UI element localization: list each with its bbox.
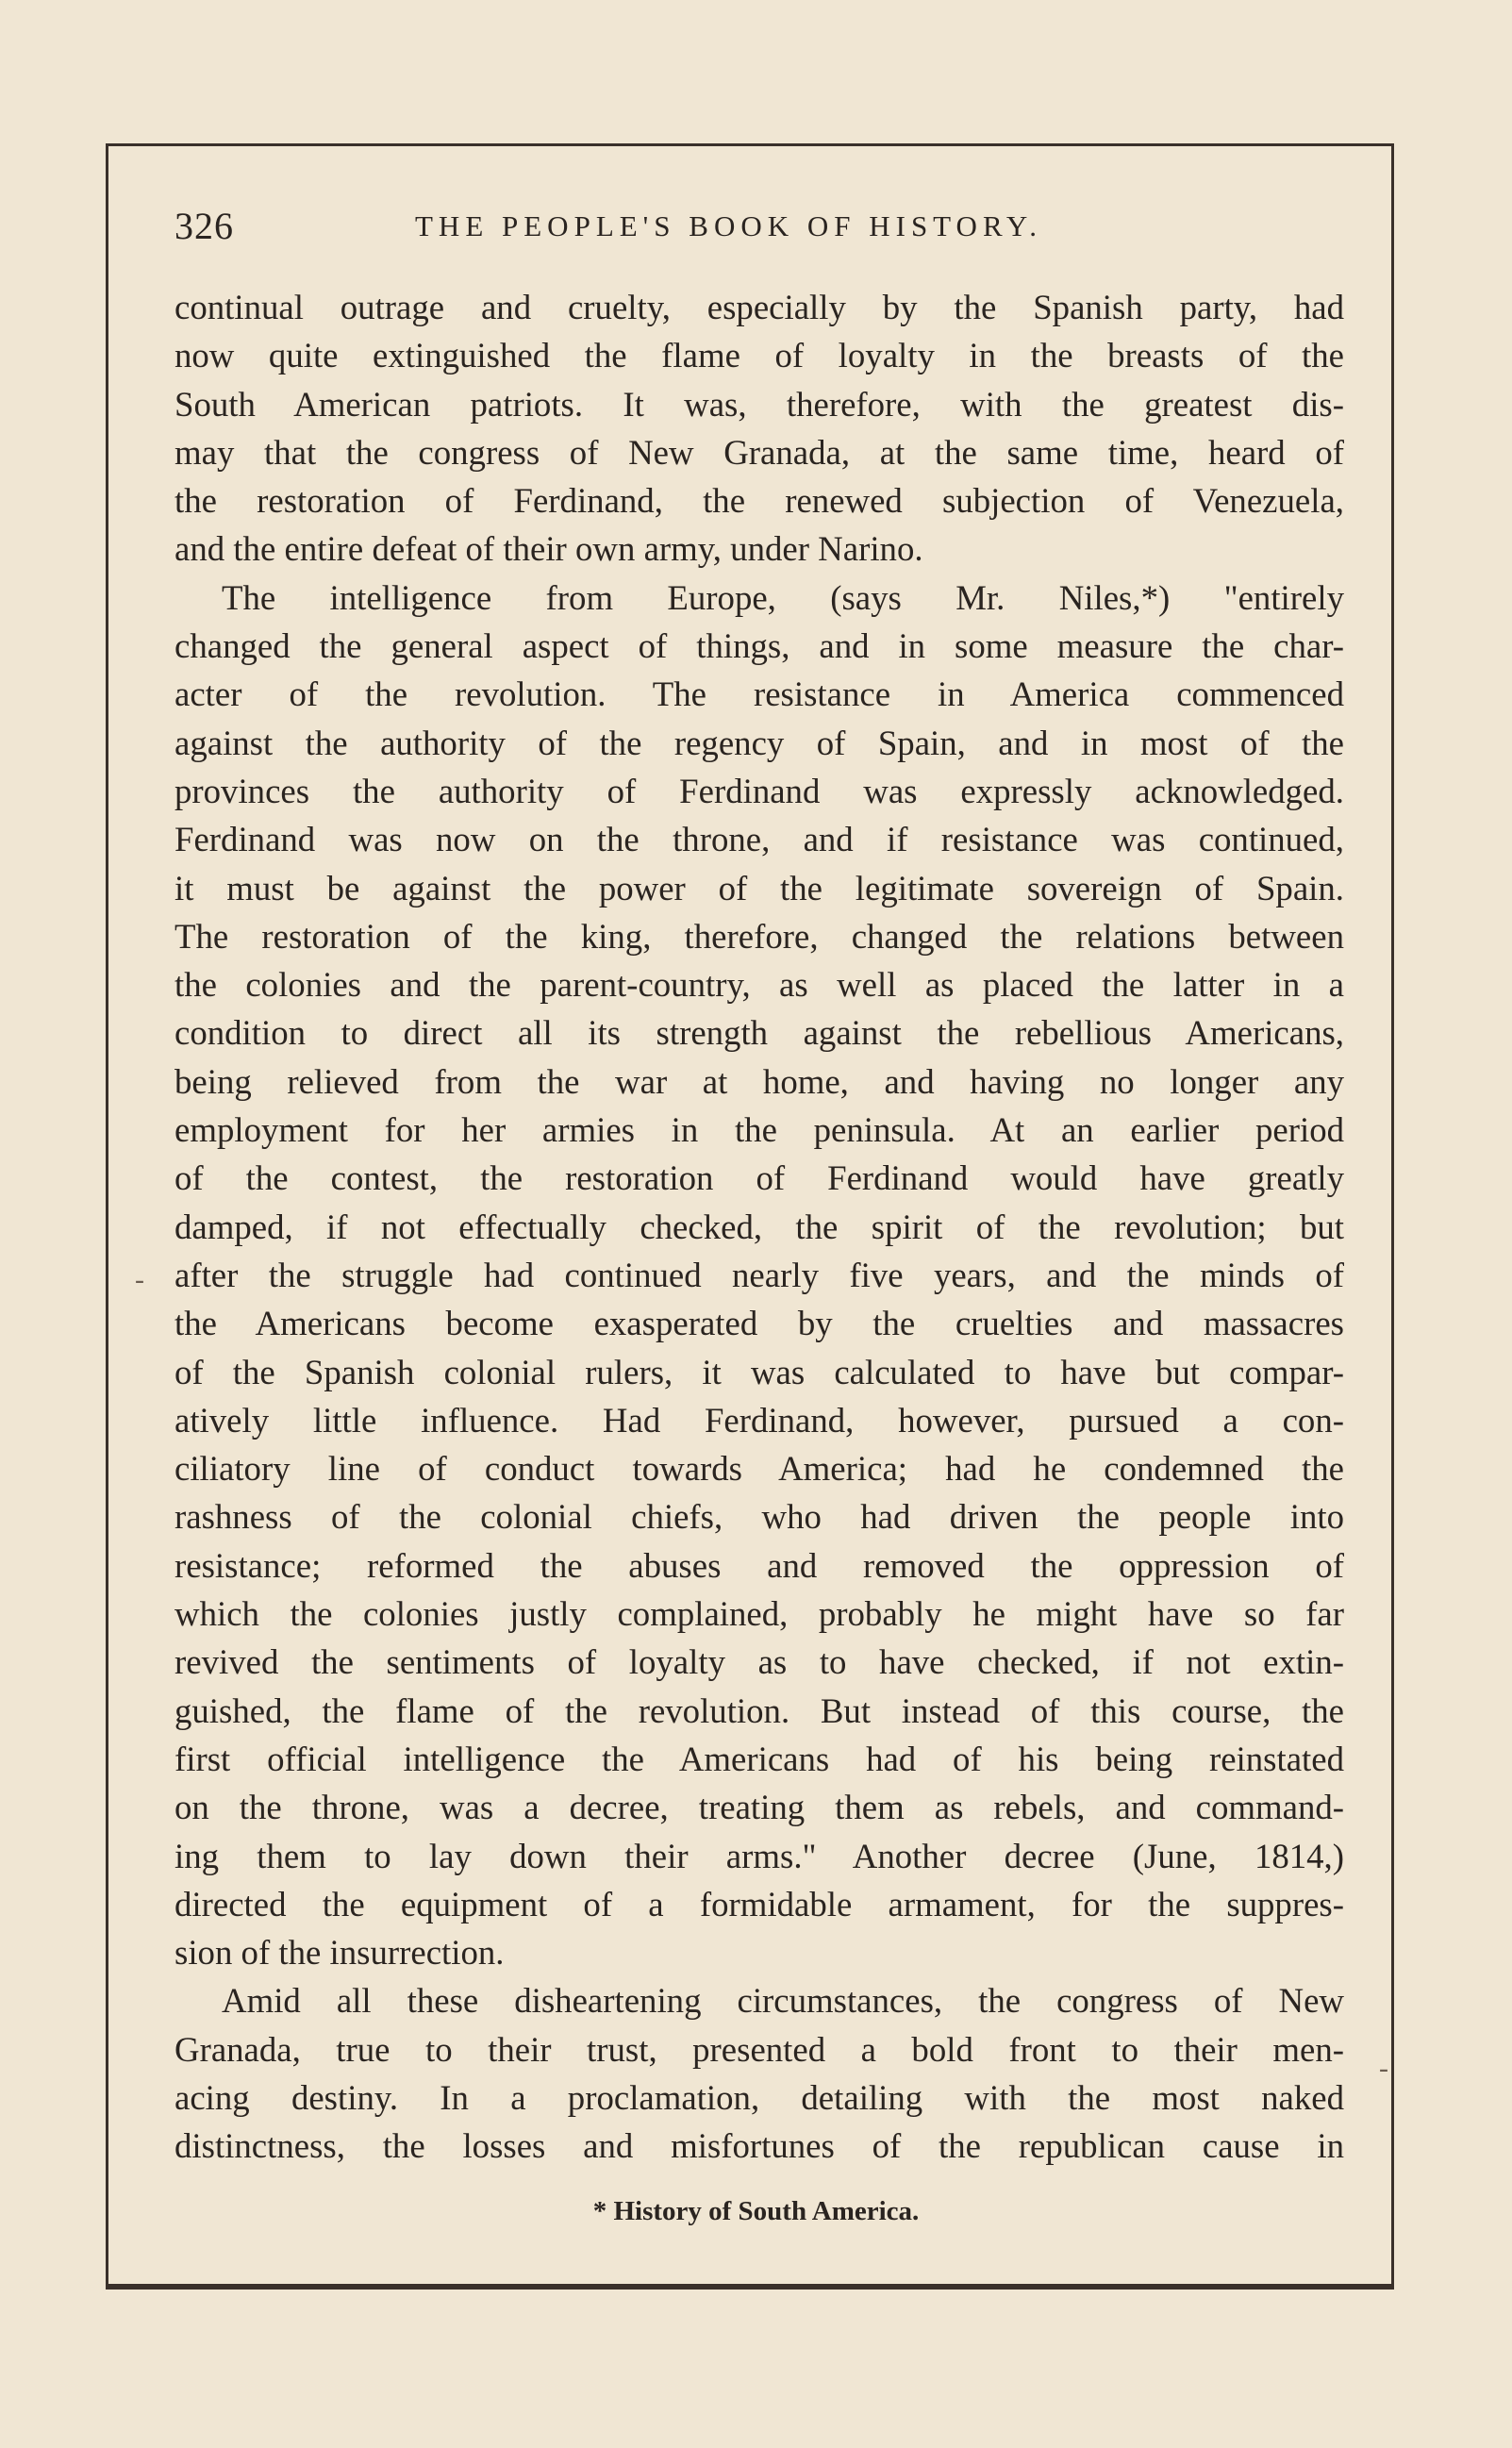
text-line: Granada, true to their trust, presented a bold front to their men- xyxy=(174,2029,1344,2069)
text-line: South American patriots. It was, therefore, with the greatest dis- xyxy=(174,384,1344,424)
text-line: first official intelligence the Americans had of his being reinstated xyxy=(174,1739,1344,1778)
text-line: now quite extinguished the flame of loyalty in the breasts of the xyxy=(174,336,1344,375)
text-line: acing destiny. In a proclamation, detailing with the most naked xyxy=(174,2077,1344,2117)
text-line: Ferdinand was now on the throne, and if resistance was continued, xyxy=(174,820,1344,859)
text-line: the Americans become exasperated by the cruelties and massacres xyxy=(174,1304,1344,1343)
page-border-bottom-rule xyxy=(106,2287,1394,2290)
margin-mark: - xyxy=(135,1264,144,1295)
text-line: atively little influence. Had Ferdinand, however, pursued a con- xyxy=(174,1400,1344,1440)
text-line: it must be against the power of the legitimate sovereign of Spain. xyxy=(174,868,1344,908)
text-line: of the Spanish colonial rulers, it was calculated to have but compar- xyxy=(174,1352,1344,1391)
text-line: The restoration of the king, therefore, changed the relations between xyxy=(174,916,1344,956)
page-header xyxy=(174,204,1344,260)
text-line: changed the general aspect of things, and in some measure the char- xyxy=(174,626,1344,666)
footnote: * History of South America. xyxy=(592,2196,920,2226)
margin-mark: - xyxy=(1379,2053,1388,2084)
text-line: ing them to lay down their arms." Another decree (June, 1814,) xyxy=(174,1836,1344,1875)
text-line: which the colonies justly complained, probably he might have so far xyxy=(174,1594,1344,1634)
text-line: continual outrage and cruelty, especially by the Spanish party, had xyxy=(174,288,1344,326)
text-line: after the struggle had continued nearly five years, and the minds of xyxy=(174,1255,1344,1294)
text-line: guished, the flame of the revolution. But instead of this course, the xyxy=(174,1690,1344,1730)
text-line: ciliatory line of conduct towards America; had he condemned the xyxy=(174,1449,1344,1489)
text-line: Amid all these disheartening circumstances, the congress of New xyxy=(222,1981,1344,2021)
body-text xyxy=(174,283,1344,2171)
text-line: resistance; reformed the abuses and removed the oppression of xyxy=(174,1545,1344,1585)
text-line: The intelligence from Europe, (says Mr. Niles,*) "entirely xyxy=(222,577,1344,617)
text-line: provinces the authority of Ferdinand was expressly acknowledged. xyxy=(174,771,1344,810)
running-title: THE PEOPLE'S BOOK OF HISTORY. xyxy=(415,209,1043,242)
page-number: 326 xyxy=(174,205,234,247)
text-line: on the throne, was a decree, treating them as rebels, and command- xyxy=(174,1788,1344,1827)
text-line: directed the equipment of a formidable armament, for the suppres- xyxy=(174,1884,1344,1923)
text-line: the colonies and the parent-country, as well as placed the latter in a xyxy=(174,965,1344,1005)
text-line: may that the congress of New Granada, at the same time, heard of xyxy=(174,432,1344,472)
text-line: the restoration of Ferdinand, the renewed subjection of Venezuela, xyxy=(174,481,1344,521)
text-line: of the contest, the restoration of Ferdinand would have greatly xyxy=(174,1158,1344,1198)
text-line: condition to direct all its strength against the rebellious Americans, xyxy=(174,1013,1344,1053)
text-line: rashness of the colonial chiefs, who had driven the people into xyxy=(174,1497,1344,1537)
text-line: acter of the revolution. The resistance in America commenced xyxy=(174,674,1344,714)
text-line: damped, if not effectually checked, the spirit of the revolution; but xyxy=(174,1207,1344,1246)
text-line: being relieved from the war at home, and having no longer any xyxy=(174,1061,1344,1101)
text-line: and the entire defeat of their own army, under Narino. xyxy=(174,529,923,569)
text-line: against the authority of the regency of Spain, and in most of the xyxy=(174,723,1344,762)
text-line: sion of the insurrection. xyxy=(174,1933,505,1973)
text-line: employment for her armies in the peninsula. At an earlier period xyxy=(174,1110,1344,1150)
text-line: distinctness, the losses and misfortunes of the republican cause in xyxy=(174,2126,1344,2166)
text-line: revived the sentiments of loyalty as to have checked, if not extin- xyxy=(174,1642,1344,1682)
